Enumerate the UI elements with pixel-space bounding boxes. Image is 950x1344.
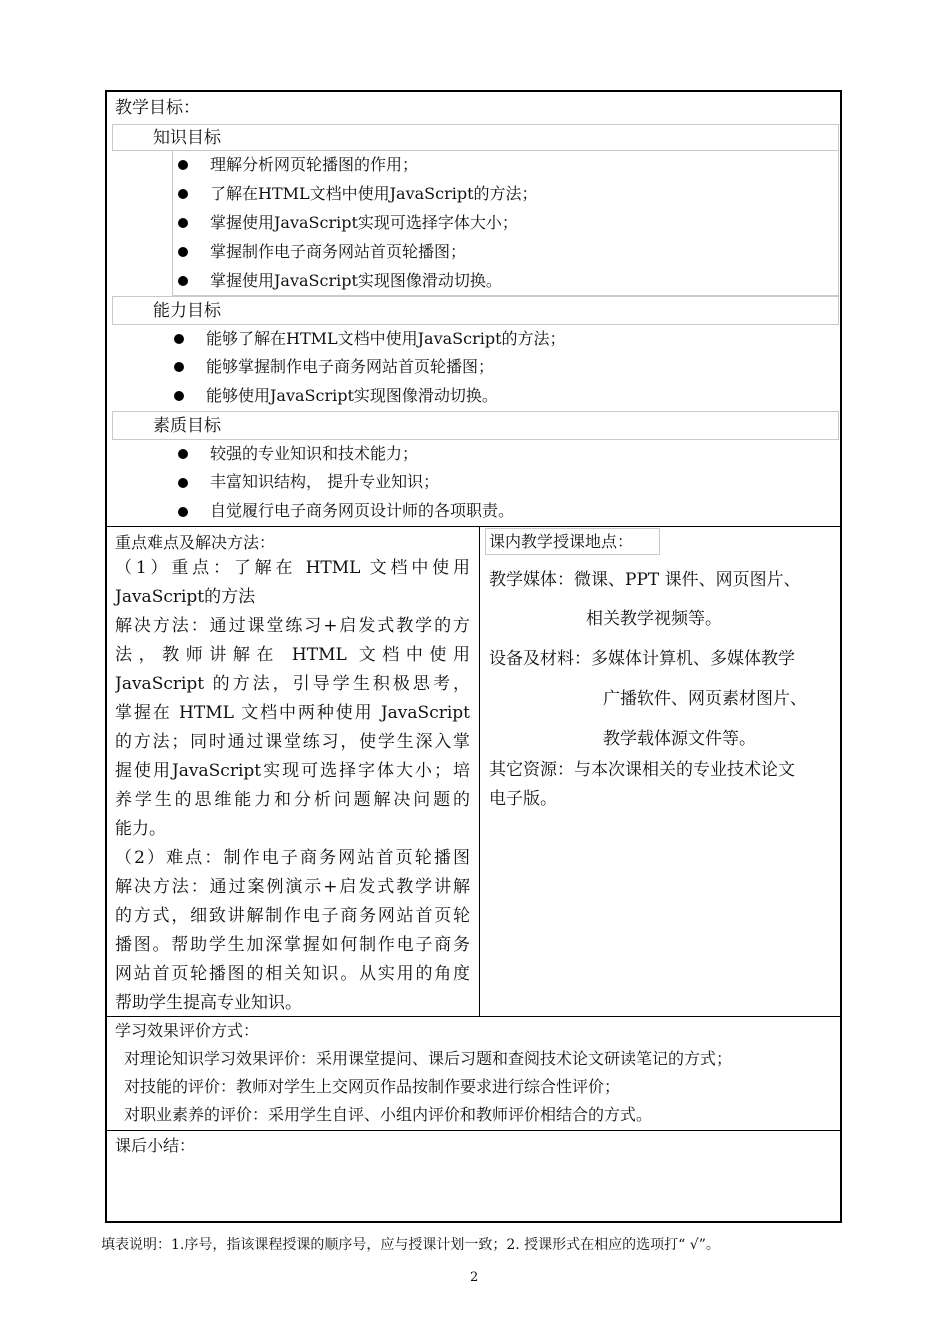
ability-item: 能够使用JavaScript实现图像滑动切换。 — [206, 386, 498, 405]
keypoints-line: 掌握在 HTML 文档中两种使用 JavaScript — [115, 703, 470, 723]
keypoints-line: 法，教师讲解在 HTML 文档中使用 — [115, 645, 470, 665]
evaluation-item: 对理论知识学习效果评价：采用课堂提问、课后习题和查阅技术论文研读笔记的方式； — [124, 1049, 733, 1068]
keypoints-line: 帮助学生提高专业知识。 — [115, 993, 302, 1013]
keypoints-line: 播图。帮助学生加深掌握如何制作电子商务 — [115, 935, 470, 955]
keypoints-line: 养学生的思维能力和分析问题解决问题的 — [115, 790, 470, 810]
column-divider — [479, 526, 480, 1016]
media-line: 相关教学视频等。 — [586, 609, 722, 629]
knowledge-item: 掌握制作电子商务网站首页轮播图； — [210, 242, 467, 261]
knowledge-title: 知识目标 — [153, 128, 221, 148]
knowledge-item: 理解分析网页轮播图的作用； — [210, 155, 419, 174]
keypoints-line: JavaScript 的方法，引导学生积极思考， — [115, 674, 470, 694]
location-header: 课内教学授课地点： — [489, 532, 634, 551]
quality-heading-box — [112, 411, 839, 440]
quality-title: 素质目标 — [153, 416, 221, 436]
page-number: 2 — [470, 1270, 479, 1285]
bullet-icon — [178, 160, 188, 170]
bullet-icon — [174, 362, 184, 372]
objectives-header: 教学目标： — [115, 98, 200, 118]
quality-item: 自觉履行电子商务网页设计师的各项职责。 — [210, 501, 515, 520]
equipment-line: 广播软件、网页素材图片、 — [603, 689, 807, 709]
evaluation-item: 对职业素养的评价：采用学生自评、小组内评价和教师评价相结合的方式。 — [124, 1105, 653, 1124]
bullet-icon — [178, 189, 188, 199]
evaluation-header: 学习效果评价方式： — [115, 1021, 260, 1040]
summary-header: 课后小结： — [115, 1136, 196, 1155]
ability-item: 能够了解在HTML文档中使用JavaScript的方法； — [206, 329, 566, 348]
keypoints-line: 握使用JavaScript实现可选择字体大小；培 — [115, 761, 470, 781]
bullet-icon — [178, 218, 188, 228]
quality-item: 较强的专业知识和技术能力； — [210, 444, 419, 463]
knowledge-item: 了解在HTML文档中使用JavaScript的方法； — [210, 184, 538, 203]
keypoints-header: 重点难点及解决方法： — [115, 533, 276, 552]
keypoints-line: 的方法；同时通过课堂练习，使学生深入掌 — [115, 732, 470, 752]
bullet-icon — [178, 449, 188, 459]
knowledge-item: 掌握使用JavaScript实现可选择字体大小； — [210, 213, 518, 232]
bullet-icon — [174, 334, 184, 344]
evaluation-item: 对技能的评价：教师对学生上交网页作品按制作要求进行综合性评价； — [124, 1077, 621, 1096]
keypoints-line: （2）难点：制作电子商务网站首页轮播图 — [115, 848, 470, 868]
keypoints-line: 的方式，细致讲解制作电子商务网站首页轮 — [115, 906, 470, 926]
row-divider — [106, 526, 841, 527]
row-divider — [106, 1130, 841, 1131]
keypoints-line: JavaScript的方法 — [115, 587, 256, 607]
keypoints-line: （1）重点：了解在 HTML 文档中使用 — [115, 558, 470, 578]
quality-item: 丰富知识结构， 提升专业知识； — [210, 472, 440, 491]
ability-heading-box — [112, 296, 839, 325]
bullet-icon — [178, 276, 188, 286]
ability-title: 能力目标 — [153, 301, 221, 321]
row-divider — [106, 1016, 841, 1017]
footnote: 填表说明：1.序号，指该课程授课的顺序号，应与授课计划一致；2. 授课形式在相应的选项打“ √”。 — [101, 1237, 720, 1253]
bullet-icon — [178, 507, 188, 517]
bullet-icon — [178, 478, 188, 488]
keypoints-line: 解决方法：通过课堂练习+启发式教学的方 — [115, 616, 470, 636]
keypoints-line: 解决方法：通过案例演示+启发式教学讲解 — [115, 877, 470, 897]
knowledge-item: 掌握使用JavaScript实现图像滑动切换。 — [210, 271, 502, 290]
equipment-line: 设备及材料：多媒体计算机、多媒体教学 — [489, 649, 795, 669]
keypoints-body — [115, 558, 470, 1022]
ability-item: 能够掌握制作电子商务网站首页轮播图； — [206, 357, 495, 376]
other-resources-line: 其它资源：与本次课相关的专业技术论文 — [489, 760, 795, 780]
bullet-icon — [174, 391, 184, 401]
keypoints-line: 能力。 — [115, 819, 166, 839]
keypoints-line: 网站首页轮播图的相关知识。从实用的角度 — [115, 964, 470, 984]
equipment-line: 教学载体源文件等。 — [603, 729, 756, 749]
knowledge-heading-box — [112, 124, 839, 151]
media-line: 教学媒体：微课、PPT 课件、网页图片、 — [489, 570, 801, 590]
other-resources-line: 电子版。 — [489, 789, 557, 809]
bullet-icon — [178, 247, 188, 257]
